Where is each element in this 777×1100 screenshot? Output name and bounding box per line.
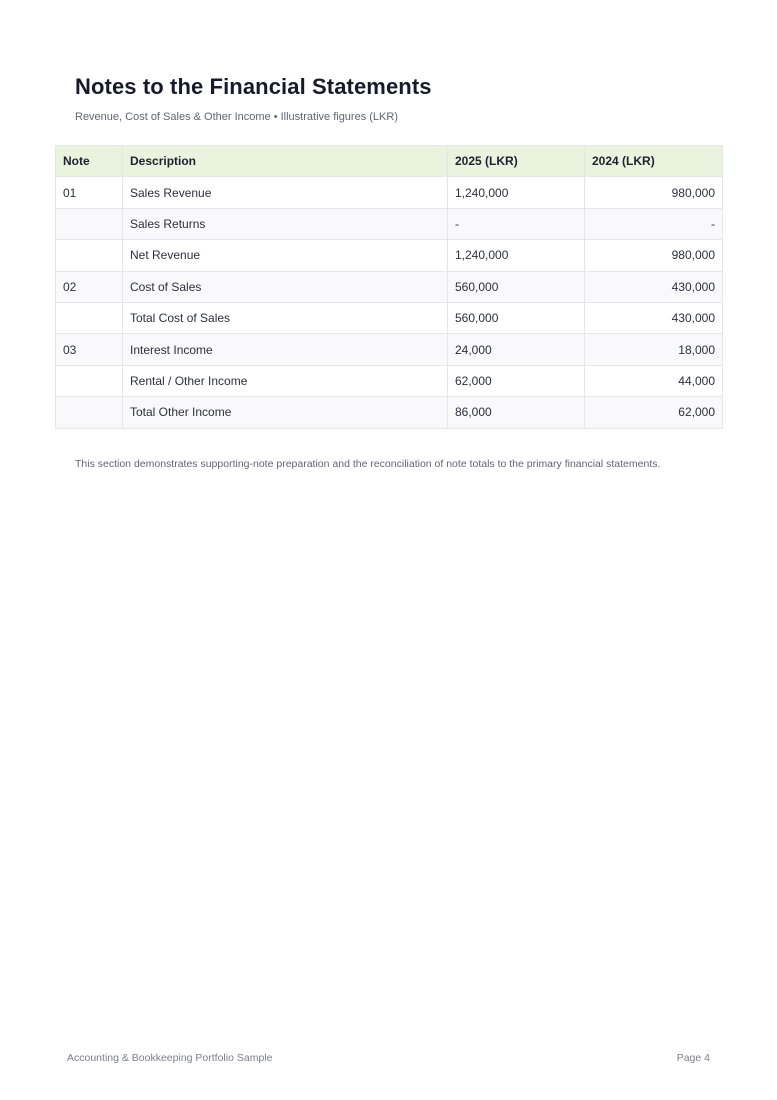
value-2025-cell: 1,240,000 [448, 177, 585, 208]
description-cell: Cost of Sales [123, 271, 448, 302]
value-2025-cell: 560,000 [448, 302, 585, 333]
table-row [56, 302, 723, 333]
note-cell: 02 [56, 271, 123, 302]
value-2024-cell: 980,000 [585, 240, 723, 271]
value-2024-cell: 430,000 [585, 271, 723, 302]
description-cell: Interest Income [123, 334, 448, 365]
note-cell [56, 365, 123, 396]
value-2024-cell: 44,000 [585, 365, 723, 396]
description-cell: Net Revenue [123, 240, 448, 271]
table-row [56, 177, 723, 208]
note-cell [56, 208, 123, 239]
footer-page-number: Page 4 [676, 1052, 710, 1064]
value-2024-cell: 18,000 [585, 334, 723, 365]
note-cell [56, 397, 123, 428]
description-cell: Total Other Income [123, 397, 448, 428]
value-2024-cell: 430,000 [585, 302, 723, 333]
table-row [56, 208, 723, 239]
value-2024-cell: - [585, 208, 723, 239]
table-row [56, 397, 723, 428]
note-cell [56, 240, 123, 271]
column-header-2024: 2024 (LKR) [585, 146, 723, 177]
note-cell [56, 302, 123, 333]
value-2024-cell: 62,000 [585, 397, 723, 428]
value-2025-cell: - [448, 208, 585, 239]
note-cell: 01 [56, 177, 123, 208]
description-cell: Sales Revenue [123, 177, 448, 208]
column-header-description: Description [123, 146, 448, 177]
table-header-row [56, 146, 723, 177]
table-row [56, 365, 723, 396]
description-cell: Sales Returns [123, 208, 448, 239]
value-2025-cell: 560,000 [448, 271, 585, 302]
description-cell: Rental / Other Income [123, 365, 448, 396]
column-header-2025: 2025 (LKR) [448, 146, 585, 177]
value-2025-cell: 1,240,000 [448, 240, 585, 271]
value-2025-cell: 86,000 [448, 397, 585, 428]
footnote-text: This section demonstrates supporting-note preparation and the reconciliation of note totals to the primary financial statements. [75, 458, 661, 470]
note-cell: 03 [56, 334, 123, 365]
footer-document-name: Accounting & Bookkeeping Portfolio Sample [67, 1052, 273, 1064]
value-2025-cell: 24,000 [448, 334, 585, 365]
page-subtitle: Revenue, Cost of Sales & Other Income • Illustrative figures (LKR) [75, 111, 398, 123]
table-row [56, 334, 723, 365]
description-cell: Total Cost of Sales [123, 302, 448, 333]
table-row [56, 240, 723, 271]
table-row [56, 271, 723, 302]
page-title: Notes to the Financial Statements [75, 74, 432, 99]
column-header-note: Note [56, 146, 123, 177]
value-2025-cell: 62,000 [448, 365, 585, 396]
notes-table [55, 145, 723, 429]
value-2024-cell: 980,000 [585, 177, 723, 208]
